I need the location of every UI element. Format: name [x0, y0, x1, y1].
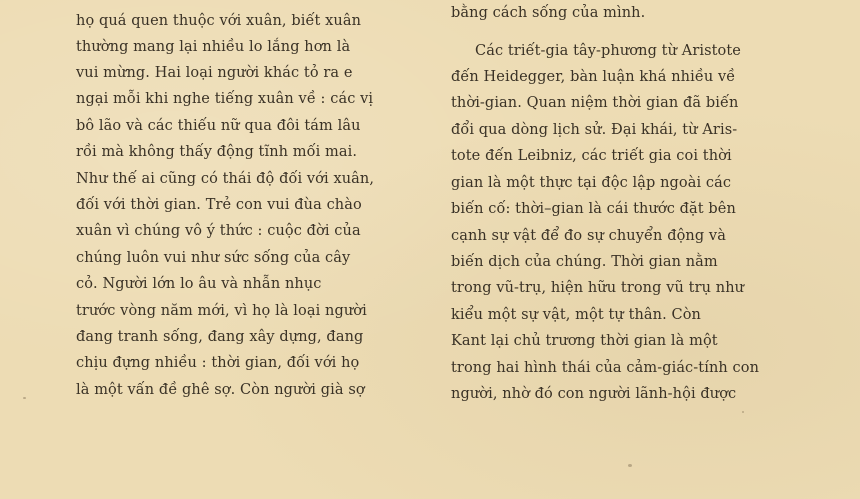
text-line: tote đến Leibniz, các triết gia coi thời	[451, 148, 732, 164]
text-line: thường mang lại nhiều lo lắng hơn là	[76, 39, 351, 55]
paper-speck	[742, 411, 744, 413]
text-line: kiểu một sự vật, một tự thân. Còn	[451, 307, 701, 323]
text-line: trong hai hình thái của cảm-giác-tính con	[451, 360, 760, 376]
text-line: biến dịch của chúng. Thời gian nằm	[451, 254, 718, 270]
text-line: họ quá quen thuộc với xuân, biết xuân	[76, 13, 362, 29]
text-line: rồi mà không thấy động tĩnh mối mai.	[76, 144, 358, 160]
text-line: đến Heidegger, bàn luận khá nhiều về	[451, 69, 736, 85]
text-line: cỏ. Người lớn lo âu và nhẫn nhục	[76, 276, 322, 292]
text-line-indented: Các triết-gia tây-phương từ Aristote	[475, 43, 741, 59]
text-line: người, nhờ đó con người lãnh-hội được	[451, 386, 737, 402]
text-line: gian là một thực tại độc lập ngoài các	[451, 175, 732, 191]
text-line: là một vấn đề ghê sợ. Còn người già sợ	[76, 382, 365, 398]
text-line: bằng cách sống của mình.	[451, 5, 646, 21]
text-line: đổi qua dòng lịch sử. Đại khái, từ Aris-	[451, 122, 738, 138]
paper-speck	[23, 397, 26, 399]
text-line: chúng luôn vui như sức sống của cây	[76, 250, 351, 266]
text-line: Kant lại chủ trương thời gian là một	[451, 333, 718, 349]
text-line: trong vũ-trụ, hiện hữu trong vũ trụ như	[451, 280, 745, 296]
text-line: chịu đựng nhiều : thời gian, đối với họ	[76, 355, 360, 371]
text-line: xuân vì chúng vô ý thức : cuộc đời của	[76, 223, 361, 239]
text-line: ngại mỗi khi nghe tiếng xuân về : các vị	[76, 91, 374, 107]
text-line: đang tranh sống, đang xây dựng, đang	[76, 329, 364, 345]
text-line: vui mừng. Hai loại người khác tỏ ra e	[76, 65, 353, 81]
text-line: cạnh sự vật để đo sự chuyển động và	[451, 228, 726, 244]
text-line: bô lão và các thiếu nữ qua đôi tám lâu	[76, 118, 361, 134]
text-line: đối với thời gian. Trẻ con vui đùa chào	[76, 197, 362, 213]
paper-speck	[628, 464, 632, 467]
text-line: trước vòng năm mới, vì họ là loại người	[76, 303, 367, 319]
text-line: thời-gian. Quan niệm thời gian đã biến	[451, 95, 739, 111]
text-line: Như thế ai cũng có thái độ đối với xuân,	[76, 171, 375, 187]
text-line: biến cố: thời–gian là cái thước đặt bên	[451, 201, 736, 217]
